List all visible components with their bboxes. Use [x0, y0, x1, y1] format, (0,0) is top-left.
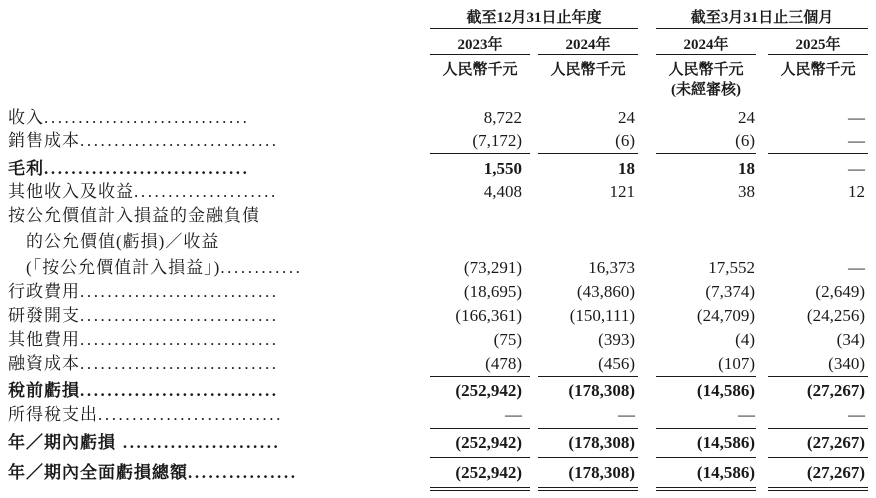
value-cell: 4,408	[483, 182, 522, 201]
subtotal-rule	[430, 457, 530, 458]
subtotal-rule	[538, 153, 638, 154]
row-label: 收入..............................	[8, 108, 250, 127]
value-cell: 24	[738, 108, 755, 127]
value-cell: 24	[618, 108, 635, 127]
period-header-quarter: 截至3月31日止三個月	[690, 10, 834, 26]
value-cell: (73,291)	[463, 258, 522, 277]
year-header-2023: 2023年	[457, 37, 503, 53]
value-cell: —	[618, 405, 635, 424]
table-row-total-comprehensive-loss	[0, 461, 876, 485]
double-rule-bottom	[656, 490, 756, 491]
subtotal-rule	[768, 376, 868, 377]
value-cell: (24,709)	[696, 306, 755, 325]
value-cell: —	[848, 405, 865, 424]
value-cell: (75)	[493, 330, 522, 349]
value-cell: (43,860)	[576, 282, 635, 301]
value-cell: (166,361)	[455, 306, 522, 325]
subtotal-rule	[430, 428, 530, 429]
double-rule-top	[656, 487, 756, 488]
value-cell: (150,111)	[569, 306, 635, 325]
year-header-2024-annual: 2024年	[565, 37, 611, 53]
value-cell: (178,308)	[568, 433, 635, 452]
table-row-rd-expenses	[0, 304, 876, 328]
subtotal-rule	[430, 376, 530, 377]
value-cell: 17,552	[708, 258, 755, 277]
value-cell: (252,942)	[455, 433, 522, 452]
unit-header: 人民幣千元	[442, 62, 518, 78]
value-cell: (14,586)	[696, 463, 755, 482]
value-cell: (178,308)	[568, 381, 635, 400]
table-row-gross-profit	[0, 157, 876, 181]
table-row-loss-for-period	[0, 431, 876, 455]
table-row-income-tax	[0, 403, 876, 427]
value-cell: 16,373	[588, 258, 635, 277]
value-cell: (4)	[735, 330, 755, 349]
value-cell: (252,942)	[455, 381, 522, 400]
double-rule-bottom	[768, 490, 868, 491]
group-rule-annual	[430, 28, 638, 29]
subtotal-rule	[656, 457, 756, 458]
value-cell: (456)	[598, 354, 635, 373]
value-cell: (2,649)	[815, 282, 865, 301]
value-cell: (107)	[718, 354, 755, 373]
subtotal-rule	[656, 428, 756, 429]
table-row-fvtpl-line1	[0, 204, 876, 228]
value-cell: (18,695)	[463, 282, 522, 301]
value-cell: 18	[738, 159, 755, 178]
row-label: (「按公允價值計入損益」)............	[26, 258, 303, 277]
value-cell: (14,586)	[696, 381, 755, 400]
double-rule-top	[430, 487, 530, 488]
year-header-2025: 2025年	[795, 37, 841, 53]
period-header-annual: 截至12月31日止年度	[466, 10, 602, 26]
subtotal-rule	[768, 153, 868, 154]
unit-header: 人民幣千元	[668, 62, 744, 78]
value-cell: (7,374)	[705, 282, 755, 301]
row-label: 行政費用.............................	[8, 282, 279, 301]
value-cell: (6)	[735, 131, 755, 150]
value-cell: (178,308)	[568, 463, 635, 482]
value-cell: (27,267)	[806, 463, 865, 482]
value-cell: (478)	[485, 354, 522, 373]
table-row-cost-of-sales	[0, 129, 876, 153]
value-cell: 8,722	[483, 108, 522, 127]
table-row-fvtpl	[0, 256, 876, 280]
subtotal-rule	[768, 428, 868, 429]
subtotal-rule	[430, 153, 530, 154]
value-cell: (393)	[598, 330, 635, 349]
value-cell: (252,942)	[455, 463, 522, 482]
value-cell: (340)	[828, 354, 865, 373]
table-row-finance-costs	[0, 352, 876, 376]
row-label: 其他費用.............................	[8, 330, 279, 349]
subtotal-rule	[538, 376, 638, 377]
row-label: 年／期內全面虧損總額................	[8, 463, 298, 482]
value-cell: —	[848, 108, 865, 127]
double-rule-top	[538, 487, 638, 488]
double-rule-top	[768, 487, 868, 488]
table-row-other-income	[0, 180, 876, 204]
row-label: 其他收入及收益.....................	[8, 182, 278, 201]
double-rule-bottom	[430, 490, 530, 491]
table-row-loss-before-tax	[0, 379, 876, 403]
subtotal-rule	[538, 457, 638, 458]
value-cell: (27,267)	[806, 381, 865, 400]
value-cell: —	[848, 131, 865, 150]
value-cell: 12	[848, 182, 865, 201]
table-row-other-expenses	[0, 328, 876, 352]
row-label: 稅前虧損.............................	[8, 381, 279, 400]
value-cell: —	[848, 159, 865, 178]
value-cell: (27,267)	[806, 433, 865, 452]
row-label: 融資成本.............................	[8, 354, 279, 373]
table-row-revenue	[0, 106, 876, 130]
year-rule-2023	[430, 54, 530, 55]
value-cell: (14,586)	[696, 433, 755, 452]
unit-header: 人民幣千元	[550, 62, 626, 78]
value-cell: —	[738, 405, 755, 424]
value-cell: (34)	[836, 330, 865, 349]
double-rule-bottom	[538, 490, 638, 491]
subtotal-rule	[656, 376, 756, 377]
unit-header: 人民幣千元	[780, 62, 856, 78]
value-cell: 18	[618, 159, 635, 178]
value-cell: (6)	[615, 131, 635, 150]
row-label: 研發開支.............................	[8, 306, 279, 325]
row-label: 的公允價值(虧損)／收益	[26, 232, 220, 251]
row-label: 所得稅支出...........................	[8, 405, 283, 424]
table-row-admin-expenses	[0, 280, 876, 304]
year-rule-2025	[768, 54, 868, 55]
value-cell: —	[848, 258, 865, 277]
table-row-fvtpl-line2	[0, 230, 876, 254]
unaudited-note: (未經審核)	[671, 82, 741, 98]
subtotal-rule	[656, 153, 756, 154]
value-cell: 121	[609, 182, 635, 201]
value-cell: 38	[738, 182, 755, 201]
row-label: 毛利..............................	[8, 159, 250, 178]
subtotal-rule	[768, 457, 868, 458]
row-label: 按公允價值計入損益的金融負債	[8, 206, 260, 225]
value-cell: —	[505, 405, 522, 424]
value-cell: (7,172)	[472, 131, 522, 150]
group-rule-quarter	[656, 28, 868, 29]
row-label: 銷售成本.............................	[8, 131, 279, 150]
row-label: 年／期內虧損 .......................	[8, 433, 281, 452]
value-cell: (24,256)	[806, 306, 865, 325]
year-rule-2024-quarter	[656, 54, 756, 55]
year-rule-2024-annual	[538, 54, 638, 55]
subtotal-rule	[538, 428, 638, 429]
year-header-2024-quarter: 2024年	[683, 37, 729, 53]
value-cell: 1,550	[483, 159, 522, 178]
